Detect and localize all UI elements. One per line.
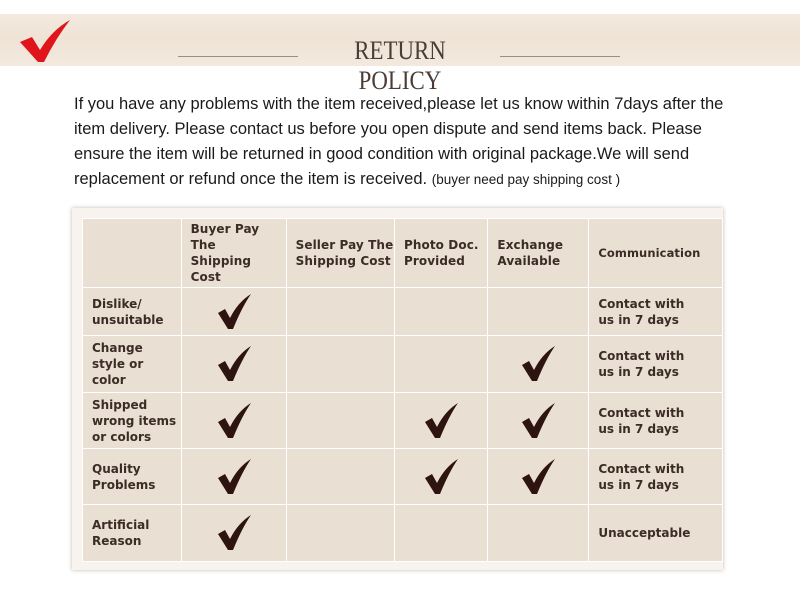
policy-table (82, 218, 723, 562)
row-label: Change style or color (83, 336, 182, 393)
header-photo-doc: Photo Doc. Provided (394, 219, 487, 288)
cell-photo-doc (394, 449, 487, 505)
title-divider-right (500, 56, 620, 57)
check-mark-icon (215, 402, 253, 440)
table-row (83, 336, 723, 393)
cell-exchange (488, 288, 589, 336)
cell-exchange (488, 505, 589, 562)
header-buyer-pay: Buyer Pay The Shipping Cost (181, 219, 286, 288)
header-blank (83, 219, 182, 288)
cell-communication: Unacceptable (589, 505, 723, 562)
header-seller-pay: Seller Pay The Shipping Cost (286, 219, 394, 288)
table-row (83, 449, 723, 505)
page-title: RETURN POLICY (354, 36, 446, 95)
check-mark-icon (422, 402, 460, 440)
cell-seller-pay (286, 288, 394, 336)
cell-communication: Contact with us in 7 days (589, 288, 723, 336)
cell-photo-doc (394, 288, 487, 336)
check-mark-icon (215, 514, 253, 552)
row-label: Artificial Reason (83, 505, 182, 562)
cell-seller-pay (286, 336, 394, 393)
header-communication: Communication (589, 219, 723, 288)
row-label: Shipped wrong items or colors (83, 393, 182, 449)
row-label: Dislike/ unsuitable (83, 288, 182, 336)
check-mark-icon (215, 458, 253, 496)
check-mark-icon (18, 18, 72, 72)
cell-communication: Contact with us in 7 days (589, 393, 723, 449)
cell-buyer-pay (181, 449, 286, 505)
cell-exchange (488, 336, 589, 393)
cell-buyer-pay (181, 393, 286, 449)
cell-seller-pay (286, 449, 394, 505)
table-row (83, 505, 723, 562)
cell-photo-doc (394, 393, 487, 449)
check-mark-icon (519, 345, 557, 383)
cell-buyer-pay (181, 336, 286, 393)
return-policy-banner (0, 14, 800, 95)
cell-exchange (488, 393, 589, 449)
cell-communication: Contact with us in 7 days (589, 336, 723, 393)
policy-intro (74, 92, 754, 192)
cell-seller-pay (286, 393, 394, 449)
table-row (83, 288, 723, 336)
policy-table-frame (72, 208, 723, 570)
table-row (83, 393, 723, 449)
header-exchange: Exchange Available (488, 219, 589, 288)
check-mark-icon (519, 402, 557, 440)
cell-seller-pay (286, 505, 394, 562)
check-mark-icon (422, 458, 460, 496)
shipping-cost-note: (buyer need pay shipping cost ) (431, 172, 621, 187)
check-mark-icon (215, 345, 253, 383)
table-header-row (83, 219, 723, 288)
policy-intro-text: If you have any problems with the item received,please let us know within 7days after the item delivery. Please contact us before you open dispute and send items back. Please ensure the item will be returned in good condition with original package.We will send replacement or refund once the item is received. (74, 95, 724, 188)
cell-buyer-pay (181, 288, 286, 336)
cell-photo-doc (394, 336, 487, 393)
check-mark-icon (519, 458, 557, 496)
check-mark-icon (215, 293, 253, 331)
row-label: Quality Problems (83, 449, 182, 505)
title-divider-left (178, 56, 298, 57)
cell-buyer-pay (181, 505, 286, 562)
cell-exchange (488, 449, 589, 505)
cell-communication: Contact with us in 7 days (589, 449, 723, 505)
cell-photo-doc (394, 505, 487, 562)
